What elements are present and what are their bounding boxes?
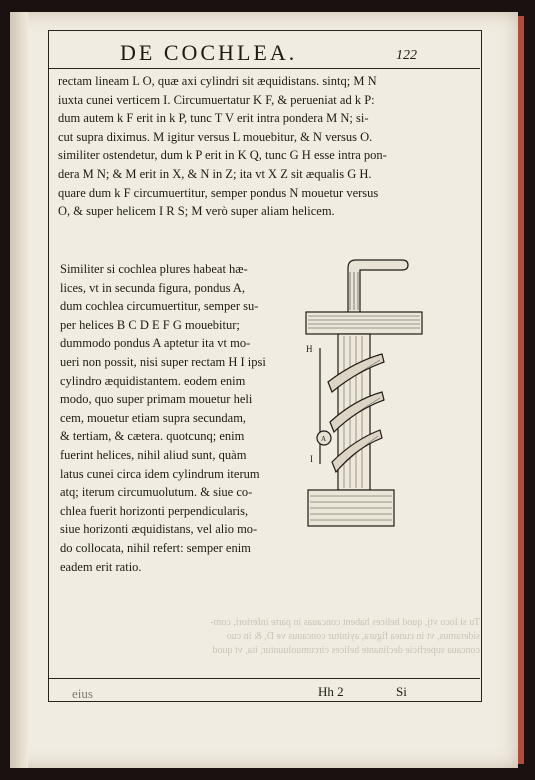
text-line: fuerint helices, nihil aliud sunt, quàm: [60, 447, 247, 462]
text-line: eadem erit ratio.: [60, 559, 142, 574]
text-line: & tertiam, & cætera. quotcunq; enim: [60, 429, 245, 444]
top-block: [306, 312, 422, 334]
text-line: cem, mouetur etiam supra secundam,: [60, 410, 247, 425]
header-rule: [48, 68, 480, 69]
crank-handle: [348, 260, 408, 312]
text-line: similiter ostendetur, dum k P erit in K Q, tunc G H esse intra pon-: [58, 148, 387, 163]
catchword: Si: [396, 684, 407, 699]
page-number: 122: [396, 48, 417, 63]
text-line: cylindro æquidistantem. eodem enim: [60, 373, 246, 388]
page-red-edge: [518, 16, 524, 764]
bleed-line: Tu si loco vtj, quod helices habent concauas in parte inferiori, com-: [210, 617, 480, 628]
text-line: iuxta cunei verticem I. Circumuertatur K F, & perueniat ad k P:: [58, 92, 375, 107]
faint-word: eius: [72, 686, 93, 701]
screw-woodcut-figure: [298, 250, 428, 532]
text-line: siue horizonti æquidistans, vel alio mo-: [60, 522, 258, 537]
text-line: rectam lineam L O, quæ axi cylindri sit æquidistans. sintq; M N: [58, 74, 377, 88]
text-line: dum cochlea circumuertitur, semper su-: [60, 299, 259, 314]
text-line: per helices B C D E F G mouebitur;: [60, 317, 240, 332]
bleed-line: sideramus, vt in cunea figura, ayinitur concauus ve D, & in cuo: [226, 631, 480, 642]
figure-label-h: H: [306, 344, 313, 354]
text-line: do collocata, nihil refert: semper enim: [60, 540, 251, 555]
text-line: modo, quo super primam mouetur heli: [60, 392, 253, 407]
figure-label-i: I: [310, 454, 313, 464]
text-line: lices, vt in secunda figura, pondus A,: [60, 280, 246, 295]
text-line: dummodo pondus A aptetur ita vt mo-: [60, 336, 251, 351]
text-line: quare dum k F circumuertitur, semper pondus N mouetur versus: [58, 185, 379, 200]
paragraph-2: [60, 260, 300, 576]
footer-rule: [48, 678, 480, 679]
paragraph-1: [58, 72, 474, 221]
bleed-line: concaua superficie declinante helices circumuoluuntur, ita, vt quod: [212, 645, 480, 656]
bleed-through-text: [60, 616, 480, 658]
text-line: dum autem k F erit in k P, tunc T V erit intra pondera M N; si-: [58, 111, 369, 126]
signature-mark: Hh 2: [318, 684, 344, 699]
text-line: Similiter si cochlea plures habeat hæ-: [60, 262, 248, 276]
text-line: latus cunei circa idem cylindrum iterum: [60, 466, 260, 481]
running-head: DE COCHLEA.: [120, 40, 298, 65]
text-line: dera M N; & M erit in X, & N in Z; ita vt X Z sit æqualis G H.: [58, 166, 372, 181]
figure-label-a: A: [321, 435, 327, 443]
text-line: chlea fuerit horizonti perpendicularis,: [60, 503, 249, 518]
text-line: atq; iterum circumuolutum. & siue co-: [60, 485, 253, 500]
text-line: ueri non possit, nisi super rectam H I ipsi: [60, 354, 266, 369]
text-line: O, & super helicem I R S; M verò super aliam helicem.: [58, 204, 335, 219]
text-line: cut supra diximus. M igitur versus L mouebitur, & N versus O.: [58, 129, 373, 144]
page-gutter: [10, 12, 28, 768]
